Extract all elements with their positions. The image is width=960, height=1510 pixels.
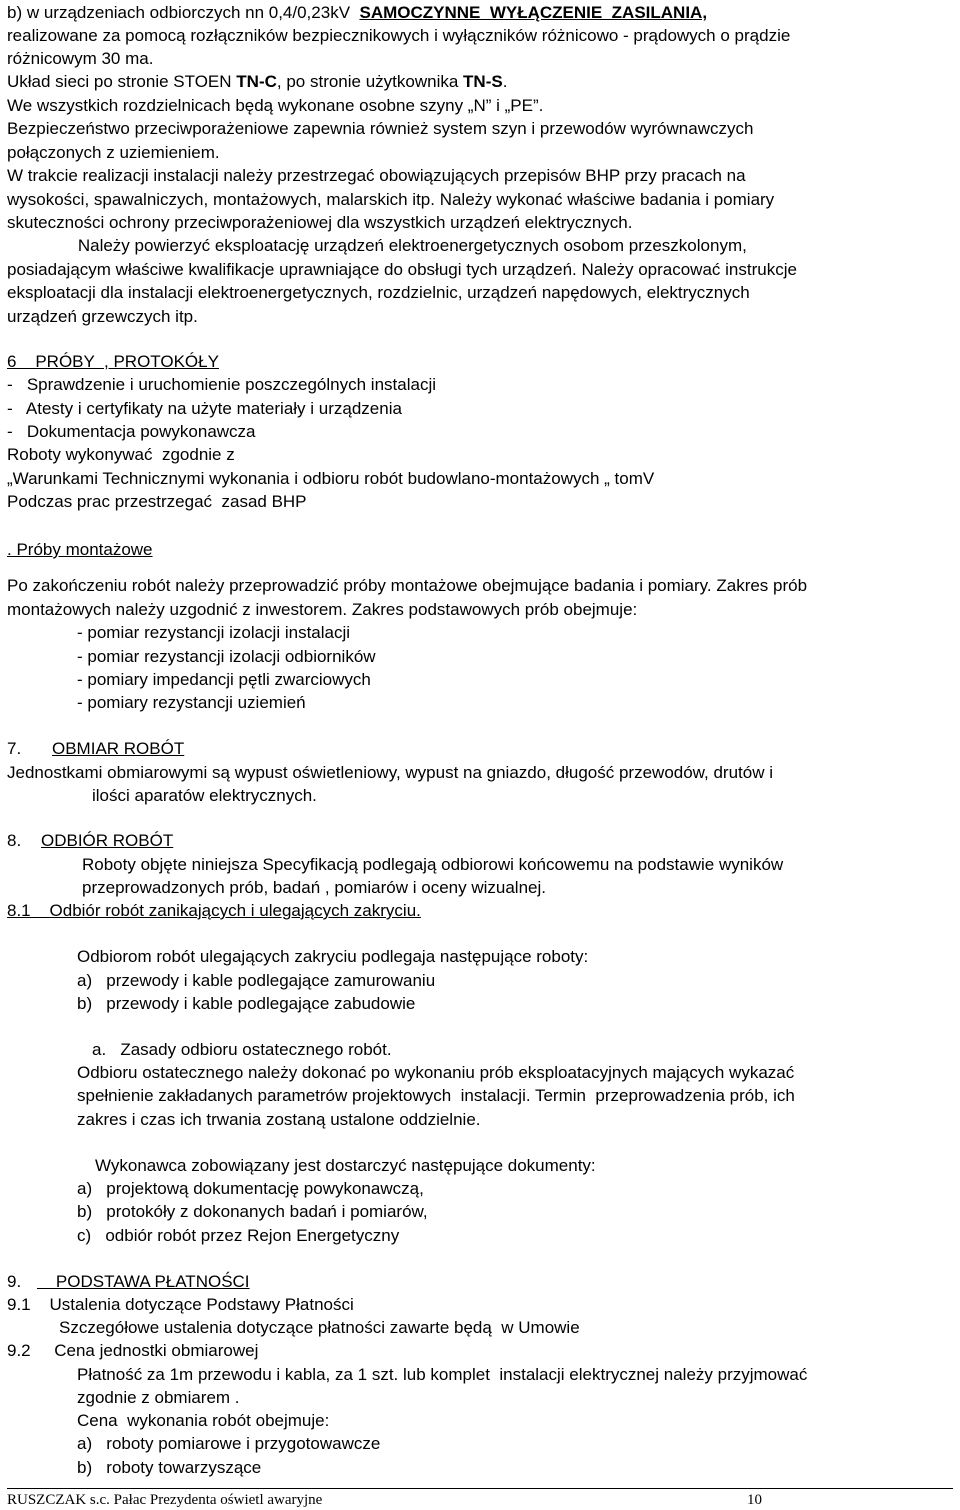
text-line	[77, 1177, 424, 1200]
text-line	[77, 1363, 807, 1386]
text-segment: TN-S	[463, 72, 503, 91]
text-line	[77, 1432, 380, 1455]
text-line	[7, 598, 637, 621]
text-line	[7, 397, 402, 420]
line-text: W trakcie realizacji instalacji należy przestrzegać obowiązujących przepisów BHP przy pracach na	[7, 166, 746, 185]
text-line	[7, 188, 774, 211]
footer-left-text: RUSZCZAK s.c. Pałac Prezydenta oświetl awaryjne	[7, 1492, 323, 1508]
text-line	[7, 234, 747, 257]
line-text: Po zakończeniu robót należy przeprowadzić próby montażowe obejmujące badania i pomiary. Zakres prób	[7, 576, 808, 595]
line-text: b) roboty towarzyszące	[77, 1458, 262, 1477]
line-text: Płatność za 1m przewodu i kabla, za 1 szt. lub komplet instalacji elektrycznej należy przyjmować	[77, 1365, 808, 1384]
text-line	[77, 1108, 481, 1131]
line-text: - pomiar rezystancji izolacji odbiorników	[77, 647, 376, 666]
text-segment: TN-C	[236, 72, 277, 91]
text-line	[77, 691, 306, 714]
text-line	[77, 1409, 329, 1432]
text-line	[7, 1339, 258, 1362]
text-line	[7, 258, 797, 281]
text-line	[7, 47, 153, 70]
line-text: przeprowadzonych prób, badań , pomiarów i oceny wizualnej.	[82, 878, 546, 897]
line-text: - pomiar rezystancji izolacji instalacji	[77, 623, 351, 642]
section-heading: ODBIÓR ROBÓT	[41, 831, 174, 850]
line-text: 8.	[7, 831, 22, 850]
line-text: b) protokóły z dokonanych badań i pomiarów,	[77, 1202, 428, 1221]
section-heading: OBMIAR ROBÓT	[52, 739, 185, 758]
text-line	[7, 141, 220, 164]
line-text: 9.1 Ustalenia dotyczące Podstawy Płatności	[7, 1295, 354, 1314]
line-text: - pomiary impedancji pętli zwarciowych	[77, 670, 371, 689]
line-text: 9.2 Cena jednostki obmiarowej	[7, 1341, 259, 1360]
line-text: 8.1 Odbiór robót zanikających i ulegających zakryciu.	[7, 901, 421, 920]
line-text: posiadającym właściwe kwalifikacje uprawniające do obsługi tych urządzeń. Należy opracować instrukcje	[7, 260, 797, 279]
line-text: We wszystkich rozdzielnicach będą wykonane osobne szyny „N” i „PE”.	[7, 96, 544, 115]
text-line	[77, 645, 376, 668]
line-text: Odbiorom robót ulegających zakryciu podlegaja następujące roboty:	[77, 947, 589, 966]
text-line	[7, 24, 790, 47]
text-line	[7, 538, 153, 561]
text-line	[7, 467, 654, 490]
text-line	[7, 164, 746, 187]
line-text: różnicowym 30 ma.	[7, 49, 154, 68]
line-text: . Próby montażowe	[7, 540, 153, 559]
text-line	[7, 350, 219, 373]
text-line	[7, 373, 436, 396]
text-line	[77, 969, 435, 992]
line-text: a. Zasady odbioru ostatecznego robót.	[92, 1040, 392, 1059]
text-line	[77, 992, 415, 1015]
page-footer	[7, 1488, 953, 1510]
text-line	[77, 1061, 794, 1084]
line-text: skuteczności ochrony przeciwporażeniowej dla wszystkich urządzeń elektrycznych.	[7, 213, 633, 232]
text-line	[7, 70, 507, 93]
text-segment: , po stronie użytkownika	[276, 72, 464, 91]
text-line	[7, 761, 773, 784]
page-number: 10	[747, 1492, 762, 1508]
line-text: realizowane za pomocą rozłączników bezpiecznikowych i wyłączników różnicowo - prądowych o prądzie	[7, 26, 791, 45]
line-text: Odbioru ostatecznego należy dokonać po wykonaniu prób eksploatacyjnych mających wykazać	[77, 1063, 795, 1082]
text-line	[7, 94, 543, 117]
text-line	[7, 490, 307, 513]
text-line	[7, 1, 707, 24]
line-text: a) przewody i kable podlegające zamurowaniu	[77, 971, 436, 990]
line-text: „Warunkami Technicznymi wykonania i odbioru robót budowlano-montażowych „ tomV	[7, 469, 655, 488]
line-text: - pomiary rezystancji uziemień	[77, 693, 306, 712]
text-line	[77, 668, 371, 691]
section-heading: PODSTAWA PŁATNOŚCI	[37, 1272, 250, 1291]
line-text: - Atesty i certyfikaty na użyte materiały i urządzenia	[7, 399, 402, 418]
line-text: ilości aparatów elektrycznych.	[92, 786, 317, 805]
text-line	[82, 876, 546, 899]
text-line	[7, 737, 185, 760]
text-line	[77, 621, 350, 644]
line-text: - Sprawdzenie i uruchomienie poszczególnych instalacji	[7, 375, 436, 394]
text-line	[95, 1154, 596, 1177]
text-line	[82, 853, 783, 876]
line-text: eksploatacji dla instalacji elektroenergetycznych, rozdzielnic, urządzeń napędowych, elektrycznych	[7, 283, 750, 302]
line-text: zakres i czas ich trwania zostaną ustalone oddzielnie.	[77, 1110, 481, 1129]
line-text: Jednostkami obmiarowymi są wypust oświetleniowy, wypust na gniazdo, długość przewodów, drutów i	[7, 763, 773, 782]
line-text: b) przewody i kable podlegające zabudowie	[77, 994, 416, 1013]
text-line	[7, 899, 421, 922]
emphasis-text: SAMOCZYNNE WYŁĄCZENIE ZASILANIA,	[359, 3, 708, 22]
line-text: urządzeń grzewczych itp.	[7, 307, 198, 326]
text-line	[7, 117, 753, 140]
text-line	[7, 305, 198, 328]
line-text: 9.	[7, 1272, 22, 1291]
line-text: Roboty wykonywać zgodnie z	[7, 445, 235, 464]
line-text: spełnienie zakładanych parametrów projektowych instalacji. Termin przeprowadzenia prób, ich	[77, 1086, 795, 1105]
line-text: wysokości, spawalniczych, montażowych, malarskich itp. Należy wykonać właściwe badania i pomiary	[7, 190, 775, 209]
line-text: 7.	[7, 739, 36, 758]
text-segment: Układ sieci po stronie STOEN	[7, 72, 237, 91]
line-text: Wykonawca zobowiązany jest dostarczyć następujące dokumenty:	[95, 1156, 596, 1175]
text-segment: .	[502, 72, 508, 91]
line-text: Należy powierzyć eksploatację urządzeń elektroenergetycznych osobom przeszkolonym,	[7, 236, 747, 255]
line-text: c) odbiór robót przez Rejon Energetyczny	[77, 1226, 400, 1245]
line-text: a) projektową dokumentację powykonawczą,	[77, 1179, 424, 1198]
text-line	[92, 1038, 392, 1061]
line-text: Podczas prac przestrzegać zasad BHP	[7, 492, 307, 511]
line-text: - Dokumentacja powykonawcza	[7, 422, 256, 441]
text-line	[7, 1293, 354, 1316]
text-line	[7, 829, 174, 852]
text-line	[77, 945, 588, 968]
text-line	[7, 443, 235, 466]
text-line	[7, 211, 633, 234]
line-text: połączonych z uziemieniem.	[7, 143, 220, 162]
line-text: 6 PRÓBY , PROTOKÓŁY	[7, 352, 219, 371]
text-segment: b) w urządzeniach odbiorczych nn 0,4/0,23kV	[7, 3, 360, 22]
text-line	[7, 574, 807, 597]
text-line	[77, 1224, 399, 1247]
text-line	[77, 1084, 795, 1107]
text-line	[59, 1316, 580, 1339]
line-text: Cena wykonania robót obejmuje:	[77, 1411, 330, 1430]
text-line	[77, 1456, 261, 1479]
text-line	[77, 1386, 240, 1409]
text-line	[7, 420, 256, 443]
text-line	[77, 1200, 428, 1223]
line-text: Szczegółowe ustalenia dotyczące płatności zawarte będą w Umowie	[59, 1318, 580, 1337]
line-text: zgodnie z obmiarem .	[77, 1388, 240, 1407]
line-text: Roboty objęte niniejsza Specyfikacją podlegają odbiorowi końcowemu na podstawie wyników	[82, 855, 784, 874]
line-text: Bezpieczeństwo przeciwporażeniowe zapewnia również system szyn i przewodów wyrównawczych	[7, 119, 754, 138]
text-line	[92, 784, 317, 807]
line-text: montażowych należy uzgodnić z inwestorem. Zakres podstawowych prób obejmuje:	[7, 600, 638, 619]
text-line	[7, 1270, 250, 1293]
text-line	[7, 281, 750, 304]
line-text: a) roboty pomiarowe i przygotowawcze	[77, 1434, 381, 1453]
